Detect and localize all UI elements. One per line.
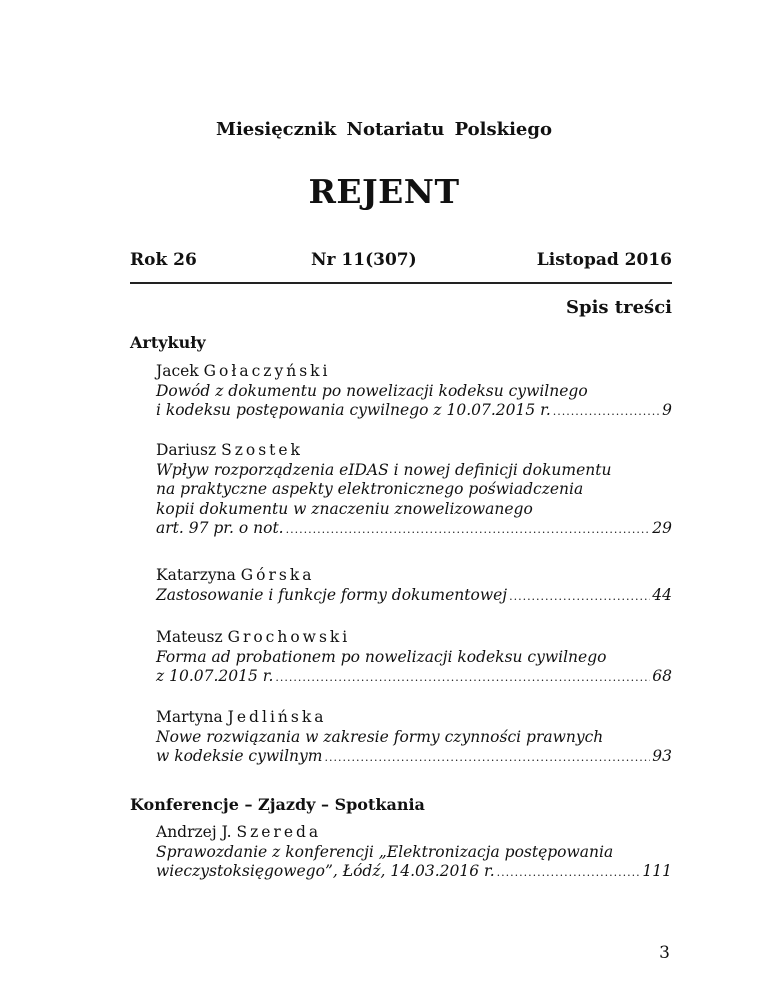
entry-author: [156, 362, 672, 382]
author-surname: Grochowski: [227, 628, 351, 646]
dot-leader: [275, 668, 650, 688]
entry-title-line: Zastosowanie i funkcje formy dokumentowej: [156, 585, 508, 604]
entry-page-number: 9: [662, 401, 672, 419]
entry-page-number: 111: [642, 862, 672, 880]
toc-entry[interactable]: [156, 362, 672, 422]
section-title-conferences: Konferencje – Zjazdy – Spotkania: [130, 795, 425, 814]
dot-leader: [286, 520, 651, 540]
entry-author: [156, 628, 672, 648]
author-first-name: Mateusz: [156, 628, 223, 646]
entry-title-line: art. 97 pr. o not.: [156, 519, 284, 537]
journal-title: REJENT: [308, 172, 460, 211]
entry-title-line: kopii dokumentu w znaczeniu znowelizowanego: [156, 499, 533, 518]
journal-subtitle: Miesięcznik Notariatu Polskiego: [216, 119, 552, 140]
entry-page-number: 29: [652, 519, 672, 537]
author-first-name: Dariusz: [156, 441, 217, 459]
entry-author: [156, 823, 672, 843]
dot-leader: [324, 748, 650, 768]
entry-title-last-line: [156, 586, 672, 607]
author-first-name: Jacek: [156, 362, 199, 380]
entry-author: [156, 708, 672, 728]
toc-heading: Spis treści: [565, 297, 672, 318]
issue-number: Nr 11(307): [311, 250, 417, 270]
entry-title-line: wieczystoksięgowego”, Łódź, 14.03.2016 r.: [156, 862, 495, 880]
author-first-name: Andrzej J.: [156, 823, 232, 841]
author-surname: Szostek: [221, 441, 303, 459]
entry-page-number: 44: [652, 585, 672, 604]
entry-title-line: na praktyczne aspekty elektronicznego poświadczenia: [156, 480, 584, 498]
entry-title-line: i kodeksu postępowania cywilnego z 10.07.2015 r.: [156, 401, 551, 419]
entry-title-last-line: [156, 401, 672, 422]
entry-title-line: Dowód z dokumentu po nowelizacji kodeksu cywilnego: [156, 381, 588, 400]
toc-entry[interactable]: [156, 566, 672, 606]
entry-author: [156, 566, 672, 586]
entry-page-number: 93: [652, 747, 672, 765]
entry-title-last-line: [156, 862, 672, 883]
dot-leader: [553, 402, 660, 422]
entry-title-line: Sprawozdanie z konferencji „Elektronizacja postępowania: [156, 842, 614, 861]
header-divider: [130, 282, 672, 284]
toc-entry[interactable]: [156, 441, 672, 540]
author-surname: Górska: [240, 566, 315, 584]
issue-date: Listopad 2016: [536, 250, 672, 270]
author-first-name: Katarzyna: [156, 566, 236, 584]
author-surname: Jedlińska: [227, 708, 327, 726]
toc-entry[interactable]: [156, 823, 672, 883]
author-first-name: Martyna: [156, 708, 223, 726]
page-number: 3: [659, 943, 670, 963]
section-title-articles: Artykuły: [130, 333, 206, 352]
entry-title-line: z 10.07.2015 r.: [156, 667, 274, 685]
entry-title-line: Nowe rozwiązania w zakresie formy czynności prawnych: [156, 727, 604, 746]
entry-page-number: 68: [652, 667, 672, 685]
issue-year: Rok 26: [130, 250, 197, 270]
toc-entry[interactable]: [156, 708, 672, 768]
entry-title-line: Forma ad probationem po nowelizacji kodeksu cywilnego: [156, 647, 607, 666]
toc-entry[interactable]: [156, 628, 672, 688]
entry-author: [156, 441, 672, 461]
author-surname: Szereda: [236, 823, 322, 841]
dot-leader: [497, 863, 641, 883]
author-surname: Gołaczyński: [203, 362, 331, 380]
entry-title-last-line: [156, 747, 672, 768]
entry-title-last-line: [156, 667, 672, 688]
entry-title-line: w kodeksie cywilnym: [156, 747, 323, 765]
entry-title-line: Wpływ rozporządzenia eIDAS i nowej definicji dokumentu: [156, 460, 612, 479]
dot-leader: [509, 587, 650, 607]
entry-title-last-line: [156, 519, 672, 540]
